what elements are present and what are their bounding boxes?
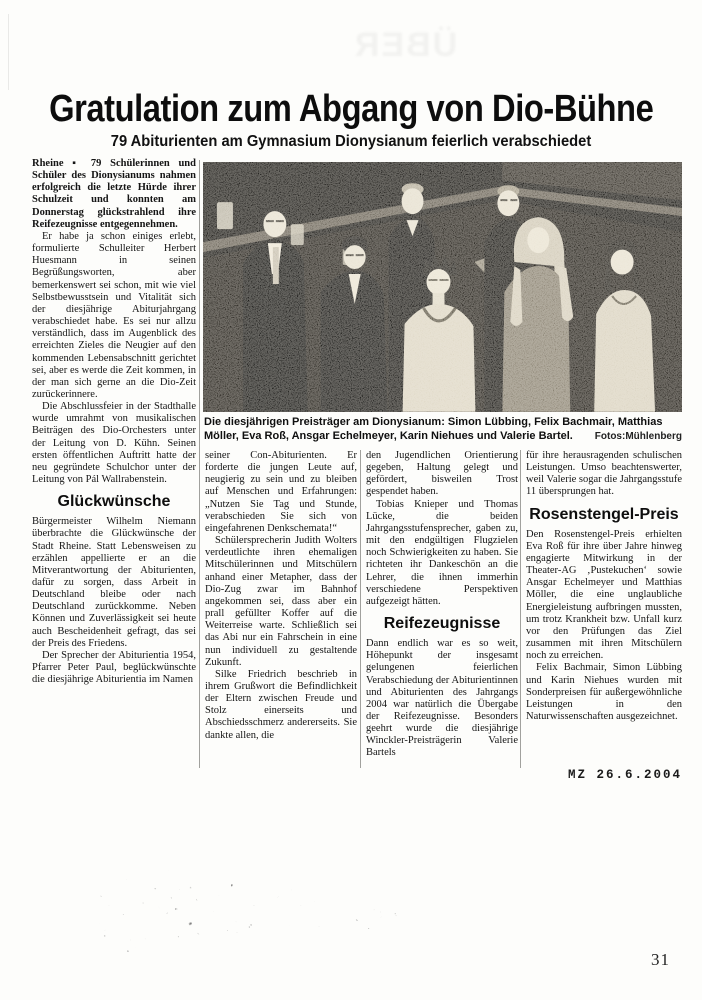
paragraph: Die Abschlussfeier in der Stadthalle wurde umrahmt von musikalischen Beiträgen des Dio-Orchesters unter der Leitung von D. Kühn. Seinen ersten öffentlichen Auftritt hatte der neu gegründete Schulchor unter der Leitung von Pál Wallrabenstein. <box>32 401 196 486</box>
paragraph: Bürgermeister Wilhelm Niemann überbrachte die Glückwünsche der Stadt Rheine. Statt Lebensweisen zu erzählen appellierte er an die Mitverantwortung der Abiturienten, dafür zu sorgen, dass Arbeit in Deutschland bleibe oder nach Deutschland zurückkomme. Neben Können und Zuverlässigkeit sei heute auch Bescheidenheit gefragt, das sei der Preis des Friedens. <box>32 516 196 649</box>
photo-credit: Fotos:Mühlenberg <box>594 431 682 443</box>
scan-edge-artifact <box>8 14 9 90</box>
paragraph: Den Rosenstengel-Preis erhielten Eva Roß für ihre über Jahre hinweg engagierte Mitwirkung in der Theater-AG ‚Pustekuchen‘ sowie Ansgar Echelmeyer und Matthias Möller, die eine unglaubliche Energieleistung aufbringen mussten, um trotz Krankheit bzw. Unfall kurz vor den Prüfungen das Ziel zusammen mit ihren Mitschülern noch zu erreichen. <box>526 528 682 662</box>
logo-d-square <box>94 866 180 950</box>
paragraph: Felix Bachmair, Simon Lübbing und Karin Niehues wurden mit Sonderpreisen für außergewöhnliche Leistungen in den Naturwissenschaften ausgezeichnet. <box>526 662 682 722</box>
source-credit: MZ 26.6.2004 <box>567 768 682 782</box>
section-heading-glueckwuensche: Glückwünsche <box>57 493 171 511</box>
article-headline: Gratulation zum Abgang von Dio-Bühne <box>49 88 654 130</box>
text-column-2 <box>205 450 357 770</box>
lead-paragraph: Rheine ▪ 79 Schülerinnen und Schüler des Dionysianums nahmen erfolgreich die letzte Hürde ihrer Schulzeit und konnten am Donnerstag glückstrahlend ihre Reifezeugnisse entgegennehmen. <box>32 158 196 230</box>
section-heading-rosenstengel-preis: Rosenstengel-Preis <box>529 505 679 523</box>
photo-caption <box>204 416 682 443</box>
dio-2004-logo <box>88 858 448 958</box>
paragraph: für ihre herausragenden schulischen Leistungen. Umso beachtenswerter, weil Valerie sogar die Jahrgangsstufe 11 übersprungen hat. <box>526 450 682 498</box>
paragraph: seiner Con-Abiturienten. Er forderte die jungen Leute auf, neugierig zu sein und zu bleiben auf Menschen und Erfahrungen: „Nutzen Sie Tag und Stunde, verabschieden Sie sich von eingefahrenen Denkschemata!“ <box>205 450 357 534</box>
paragraph: Schülersprecherin Judith Wolters verdeutlichte ihren ehemaligen Mitschülerinnen und Mitschülern anhand einer Metapher, dass der Dio-Zug zwar im Bahnhof angekommen sei, dass aber ein prall gefüllter Koffer auf die Weiterreise warte. Schließlich sei das Abi nur ein Fahrschein in eine nun individuell zu gestaltende Zukunft. <box>205 535 357 668</box>
text-column-4 <box>526 450 682 770</box>
text-column-1 <box>32 158 196 772</box>
article-subheadline: 79 Abiturienten am Gymnasium Dionysianum feierlich verabschiedet <box>110 133 592 150</box>
paragraph: Er habe ja schon einiges erlebt, formulierte Schulleiter Herbert Huesmann in seinen Begrüßungsworten, aber bemerkenswert sei schon, mit wie viel Selbstbewusstsein und Vitalität sich der diesjährige Abiturjahrgang verabschiedet habe. Es sei nur allzu verständlich, dass im Augenblick des erreichten Zieles die Neugier auf den kommenden Lebensabschnitt gerichtet sei, aber es werde die Zeit kommen, in der man sich gerne an die Dio-Zeit zurückerinnere. <box>32 230 196 400</box>
section-heading-reifezeugnisse: Reifezeugnisse <box>383 615 501 633</box>
text-column-3 <box>366 450 518 770</box>
column-divider <box>520 450 521 768</box>
paragraph: Silke Friedrich beschrieb in ihrem Grußwort die Befindlichkeit der Eltern zwischen Freude und Stolz einerseits und Abschiedsschmerz andererseits. Sie dankte allen, die <box>205 668 357 741</box>
paragraph: Tobias Knieper und Thomas Lücke, die beiden Jahrgangsstufensprecher, gaben zu, mit den endgültigen Flugzielen noch Schwierigkeiten zu haben. Sie richteten ihr Dankeschön an die Lehrer, die ihnen immerhin verschiedene Perspektiven aufgezeigt hätten. <box>366 498 518 607</box>
group-photo-illustration <box>203 162 682 412</box>
paragraph: Der Sprecher der Abiturientia 1954, Pfarrer Peter Paul, beglückwünschte die diesjährige Abiturientia im Namen <box>32 649 196 686</box>
column-divider <box>360 450 361 768</box>
logo-year: 2004 <box>272 875 427 947</box>
award-winners-photo <box>203 162 682 412</box>
paragraph: den Jugendlichen Orientierung gegeben, Haltung gelegt und gefördert, bisweilen Trost gespendet haben. <box>366 450 518 498</box>
column-divider <box>199 160 200 768</box>
photo-caption-text: Die diesjährigen Preisträger am Dionysianum: Simon Lübbing, Felix Bachmair, Matthias Möller, Eva Roß, Ansgar Echelmeyer, Karin Niehues und Valerie Bartel. <box>204 416 663 442</box>
bleed-through-text: ÜBER <box>352 26 458 64</box>
page-number: 31 <box>651 950 670 969</box>
paragraph: Dann endlich war es so weit, Höhepunkt der insgesamt gelungenen feierlichen Verabschiedung der Abiturientinnen und Abiturienten des Jahrgangs 2004 war natürlich die Übergabe der Reifezeugnisse. Besonders geehrt wurde die diesjährige Winckler-Preisträgerin Valerie Bartels <box>366 638 518 759</box>
